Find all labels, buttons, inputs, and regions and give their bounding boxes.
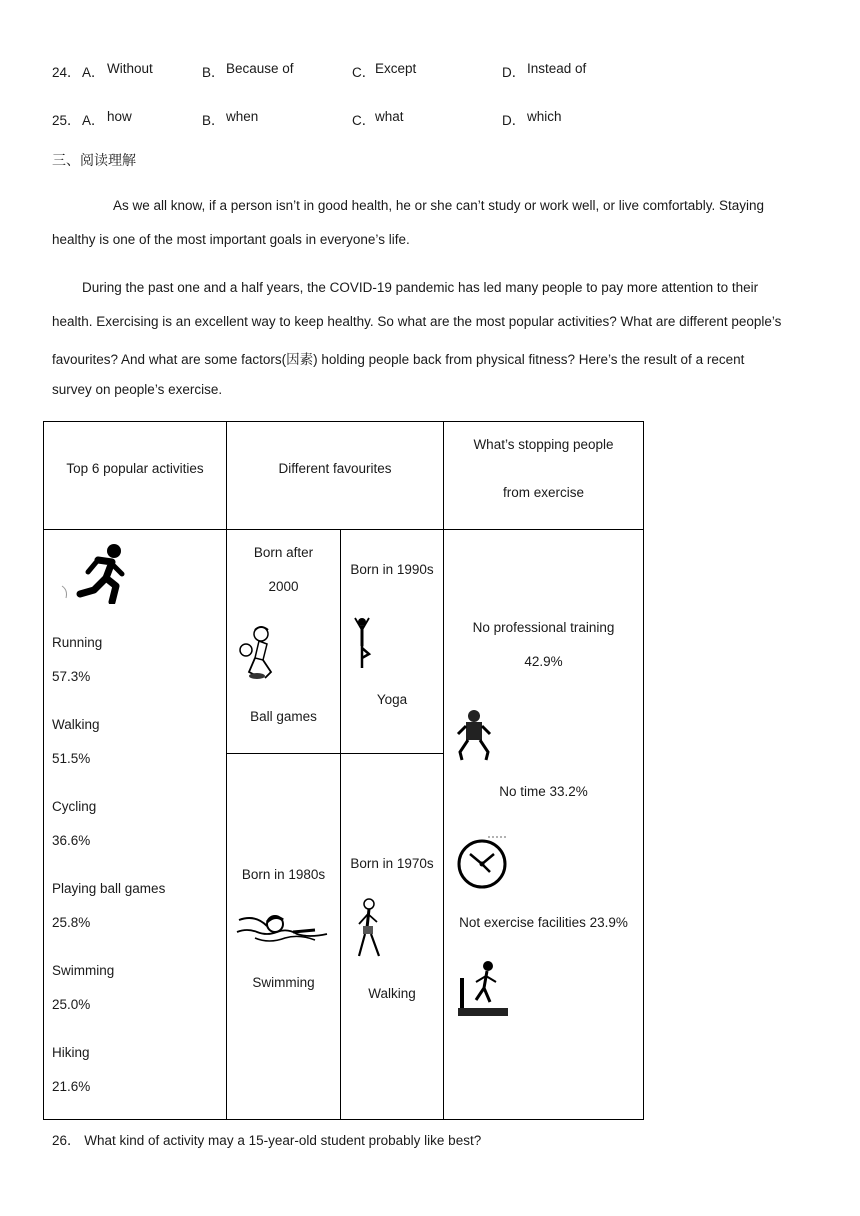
passage-line: healthy is one of the most important goals in everyone’s life.	[52, 232, 410, 247]
header-text: Top 6 popular activities	[66, 461, 204, 476]
favourite-1980s	[227, 754, 341, 1120]
option-d-letter: D．	[502, 65, 526, 80]
activity-name: Cycling	[52, 799, 97, 814]
option-a-text: how	[107, 109, 132, 124]
option-a-letter: A．	[82, 113, 105, 128]
header-text: Different favourites	[278, 461, 392, 476]
header-text: What’s stopping people	[473, 437, 614, 452]
favourite-after-2000	[227, 530, 341, 754]
clock-icon	[454, 834, 510, 890]
option-b-letter: B．	[202, 65, 225, 80]
section-title: 三、阅读理解	[52, 153, 136, 169]
activities-cell	[44, 530, 227, 1120]
option-c-letter: C．	[352, 65, 376, 80]
treadmill-icon	[454, 958, 510, 1022]
question-number: 25．	[52, 113, 81, 128]
activity-name: Hiking	[52, 1045, 90, 1060]
generation-label: 2000	[268, 579, 299, 594]
option-a-text: Without	[107, 61, 153, 76]
passage-line: favourites? And what are some factors(因素) holding people back from physical fitness? Here’s the result of a recent	[52, 352, 745, 367]
passage-line: survey on people’s exercise.	[52, 382, 223, 397]
option-c-letter: C．	[352, 113, 376, 128]
header-text: from exercise	[502, 485, 585, 500]
reason-text: No professional training	[472, 620, 615, 635]
option-b-text: when	[226, 109, 259, 124]
activity-name: Walking	[52, 717, 100, 732]
favourite-activity: Walking	[368, 986, 416, 1001]
favourite-1970s	[341, 754, 444, 1120]
activity-name: Swimming	[52, 963, 115, 978]
option-d-text: which	[527, 109, 562, 124]
header-stopping	[444, 422, 644, 530]
reason-text: No time 33.2%	[499, 784, 588, 799]
generation-label: Born in 1980s	[241, 867, 326, 882]
reason-text: Not exercise facilities 23.9%	[459, 915, 628, 930]
reasons-cell	[444, 530, 644, 1120]
ball-player-icon	[237, 624, 279, 680]
passage-line: health. Exercising is an excellent way to keep healthy. So what are the most popular activities? What are different people’s	[52, 314, 782, 329]
generation-label: Born in 1970s	[350, 856, 434, 871]
favourite-activity: Swimming	[252, 975, 315, 990]
activity-percent: 25.8%	[52, 915, 91, 930]
favourite-1990s	[341, 530, 444, 754]
survey-table	[43, 421, 644, 1120]
swimmer-icon	[235, 906, 331, 950]
option-a-letter: A．	[82, 65, 105, 80]
option-c-text: Except	[375, 61, 417, 76]
activity-percent: 36.6%	[52, 833, 91, 848]
option-c-text: what	[375, 109, 404, 124]
passage-line: As we all know, if a person isn’t in good health, he or she can’t study or work well, or live comfortably. Staying	[113, 198, 765, 213]
option-b-letter: B．	[202, 113, 225, 128]
question-number: 24．	[52, 65, 81, 80]
favourite-activity: Yoga	[376, 692, 408, 707]
question-26: 26． What kind of activity may a 15-year-old student probably like best?	[52, 1133, 482, 1148]
reason-percent: 42.9%	[524, 654, 563, 669]
header-favourites	[227, 422, 444, 530]
option-d-text: Instead of	[527, 61, 587, 76]
generation-label: Born after	[253, 545, 314, 560]
favourite-activity: Ball games	[250, 709, 317, 724]
option-d-letter: D．	[502, 113, 526, 128]
activity-percent: 25.0%	[52, 997, 91, 1012]
activity-percent: 21.6%	[52, 1079, 91, 1094]
trainer-icon	[454, 708, 496, 762]
walker-icon	[351, 898, 391, 960]
yoga-icon	[351, 616, 373, 670]
runner-icon	[58, 542, 128, 604]
activity-name: Playing ball games	[52, 881, 166, 896]
activity-percent: 51.5%	[52, 751, 91, 766]
generation-label: Born in 1990s	[350, 562, 434, 577]
activity-name: Running	[52, 635, 103, 650]
activity-percent: 57.3%	[52, 669, 91, 684]
option-b-text: Because of	[226, 61, 294, 76]
passage-line: During the past one and a half years, the COVID-19 pandemic has led many people to pay more attention to their	[82, 280, 759, 295]
header-top-activities	[44, 422, 227, 530]
